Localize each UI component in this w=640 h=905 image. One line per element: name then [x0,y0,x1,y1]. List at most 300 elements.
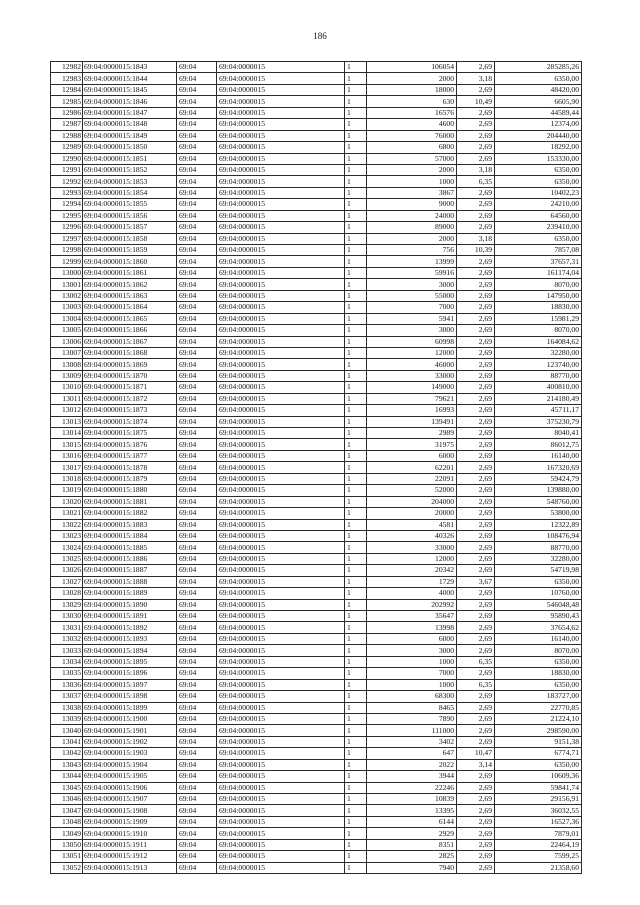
row-number-cell: 12997 [51,233,83,244]
area-cell: 46000 [367,359,457,370]
cadastral-value-cell: 7599,25 [495,851,582,862]
row-number-cell: 12991 [51,164,83,175]
cadastral-number-cell: 69:04:0000015:1863 [83,290,177,301]
quarter-number-cell: 69:04:0000015 [217,84,345,95]
cadastral-number-cell: 69:04:0000015:1866 [83,325,177,336]
row-number-cell: 12984 [51,84,83,95]
area-cell: 1000 [367,176,457,187]
row-number-cell: 13029 [51,599,83,610]
quarter-number-cell: 69:04:0000015 [217,736,345,747]
quarter-number-cell: 69:04:0000015 [217,759,345,770]
cadastral-number-cell: 69:04:0000015:1877 [83,450,177,461]
quarter-number-cell: 69:04:0000015 [217,153,345,164]
category-cell: 1 [345,164,367,175]
quarter-number-cell: 69:04:0000015 [217,530,345,541]
district-code-cell: 69:04 [177,611,217,622]
cadastral-value-cell: 48420,00 [495,84,582,95]
cadastral-number-cell: 69:04:0000015:1867 [83,336,177,347]
quarter-number-cell: 69:04:0000015 [217,130,345,141]
category-cell: 1 [345,107,367,118]
district-code-cell: 69:04 [177,290,217,301]
rate-cell: 2,69 [457,62,495,73]
cadastral-value-cell: 64560,00 [495,210,582,221]
area-cell: 12000 [367,553,457,564]
cadastral-value-cell: 204440,00 [495,130,582,141]
quarter-number-cell: 69:04:0000015 [217,645,345,656]
category-cell: 1 [345,302,367,313]
table-row [51,736,582,747]
cadastral-number-cell: 69:04:0000015:1907 [83,794,177,805]
cadastral-value-cell: 164084,62 [495,336,582,347]
table-row [51,702,582,713]
rate-cell: 2,69 [457,725,495,736]
category-cell: 1 [345,759,367,770]
area-cell: 2989 [367,428,457,439]
quarter-number-cell: 69:04:0000015 [217,599,345,610]
quarter-number-cell: 69:04:0000015 [217,107,345,118]
area-cell: 12000 [367,347,457,358]
area-cell: 5941 [367,313,457,324]
quarter-number-cell: 69:04:0000015 [217,748,345,759]
area-cell: 7000 [367,668,457,679]
row-number-cell: 12996 [51,222,83,233]
cadastral-number-cell: 69:04:0000015:1878 [83,462,177,473]
area-cell: 6000 [367,450,457,461]
row-number-cell: 13049 [51,828,83,839]
area-cell: 24000 [367,210,457,221]
area-cell: 18000 [367,84,457,95]
category-cell: 1 [345,62,367,73]
area-cell: 756 [367,245,457,256]
category-cell: 1 [345,210,367,221]
cadastral-value-cell: 21358,60 [495,862,582,873]
rate-cell: 3,67 [457,576,495,587]
quarter-number-cell: 69:04:0000015 [217,164,345,175]
row-number-cell: 13018 [51,473,83,484]
row-number-cell: 13007 [51,347,83,358]
row-number-cell: 13012 [51,405,83,416]
category-cell: 1 [345,347,367,358]
cadastral-value-cell: 9151,38 [495,736,582,747]
quarter-number-cell: 69:04:0000015 [217,713,345,724]
area-cell: 8465 [367,702,457,713]
rate-cell: 2,69 [457,565,495,576]
row-number-cell: 13009 [51,370,83,381]
cadastral-number-cell: 69:04:0000015:1851 [83,153,177,164]
quarter-number-cell: 69:04:0000015 [217,428,345,439]
table-row [51,359,582,370]
cadastral-value-cell: 8070,00 [495,279,582,290]
cadastral-number-cell: 69:04:0000015:1864 [83,302,177,313]
quarter-number-cell: 69:04:0000015 [217,542,345,553]
cadastral-number-cell: 69:04:0000015:1856 [83,210,177,221]
table-row [51,62,582,73]
rate-cell: 2,69 [457,828,495,839]
cadastral-value-cell: 21224,10 [495,713,582,724]
cadastral-number-cell: 69:04:0000015:1849 [83,130,177,141]
rate-cell: 2,69 [457,313,495,324]
quarter-number-cell: 69:04:0000015 [217,62,345,73]
category-cell: 1 [345,73,367,84]
cadastral-number-cell: 69:04:0000015:1913 [83,862,177,873]
rate-cell: 2,69 [457,633,495,644]
district-code-cell: 69:04 [177,794,217,805]
cadastral-value-cell: 53800,00 [495,508,582,519]
category-cell: 1 [345,496,367,507]
cadastral-number-cell: 69:04:0000015:1871 [83,382,177,393]
row-number-cell: 13003 [51,302,83,313]
area-cell: 55000 [367,290,457,301]
row-number-cell: 13026 [51,565,83,576]
district-code-cell: 69:04 [177,302,217,313]
cadastral-value-cell: 139880,00 [495,485,582,496]
district-code-cell: 69:04 [177,267,217,278]
row-number-cell: 13024 [51,542,83,553]
cadastral-number-cell: 69:04:0000015:1893 [83,633,177,644]
table-row [51,656,582,667]
table-row [51,130,582,141]
cadastral-value-cell: 18830,00 [495,302,582,313]
category-cell: 1 [345,794,367,805]
district-code-cell: 69:04 [177,313,217,324]
area-cell: 1729 [367,576,457,587]
row-number-cell: 13017 [51,462,83,473]
row-number-cell: 13004 [51,313,83,324]
district-code-cell: 69:04 [177,393,217,404]
cadastral-value-cell: 10760,00 [495,588,582,599]
category-cell: 1 [345,519,367,530]
cadastral-number-cell: 69:04:0000015:1898 [83,691,177,702]
category-cell: 1 [345,645,367,656]
category-cell: 1 [345,96,367,107]
area-cell: 22246 [367,782,457,793]
area-cell: 4000 [367,588,457,599]
row-number-cell: 13039 [51,713,83,724]
rate-cell: 3,14 [457,759,495,770]
quarter-number-cell: 69:04:0000015 [217,794,345,805]
area-cell: 2825 [367,851,457,862]
table-row [51,748,582,759]
cadastral-number-cell: 69:04:0000015:1873 [83,405,177,416]
category-cell: 1 [345,142,367,153]
table-row [51,485,582,496]
cadastral-value-cell: 32280,00 [495,347,582,358]
table-row [51,245,582,256]
page-number: 186 [313,31,327,41]
district-code-cell: 69:04 [177,382,217,393]
table-row [51,622,582,633]
category-cell: 1 [345,691,367,702]
table-row [51,187,582,198]
rate-cell: 2,69 [457,393,495,404]
table-row [51,405,582,416]
cadastral-number-cell: 69:04:0000015:1854 [83,187,177,198]
rate-cell: 3,18 [457,233,495,244]
category-cell: 1 [345,473,367,484]
cadastral-number-cell: 69:04:0000015:1895 [83,656,177,667]
cadastral-number-cell: 69:04:0000015:1850 [83,142,177,153]
district-code-cell: 69:04 [177,62,217,73]
rate-cell: 2,69 [457,142,495,153]
row-number-cell: 12985 [51,96,83,107]
district-code-cell: 69:04 [177,725,217,736]
category-cell: 1 [345,153,367,164]
cadastral-number-cell: 69:04:0000015:1885 [83,542,177,553]
cadastral-value-cell: 54719,98 [495,565,582,576]
category-cell: 1 [345,313,367,324]
rate-cell: 2,69 [457,222,495,233]
cadastral-number-cell: 69:04:0000015:1870 [83,370,177,381]
table-row [51,462,582,473]
rate-cell: 2,69 [457,691,495,702]
rate-cell: 10,39 [457,245,495,256]
row-number-cell: 13044 [51,771,83,782]
table-row [51,302,582,313]
area-cell: 59916 [367,267,457,278]
category-cell: 1 [345,668,367,679]
category-cell: 1 [345,359,367,370]
cadastral-value-cell: 6350,00 [495,656,582,667]
area-cell: 79621 [367,393,457,404]
cadastral-number-cell: 69:04:0000015:1848 [83,119,177,130]
rate-cell: 2,69 [457,805,495,816]
rate-cell: 2,69 [457,199,495,210]
table-row [51,107,582,118]
quarter-number-cell: 69:04:0000015 [217,782,345,793]
rate-cell: 2,69 [457,405,495,416]
cadastral-value-table [50,61,582,874]
cadastral-value-cell: 8070,00 [495,645,582,656]
cadastral-number-cell: 69:04:0000015:1876 [83,439,177,450]
cadastral-value-cell: 7857,08 [495,245,582,256]
rate-cell: 2,69 [457,736,495,747]
cadastral-value-cell: 400810,00 [495,382,582,393]
cadastral-value-cell: 8070,00 [495,325,582,336]
row-number-cell: 13033 [51,645,83,656]
table-row [51,428,582,439]
district-code-cell: 69:04 [177,256,217,267]
district-code-cell: 69:04 [177,702,217,713]
row-number-cell: 13005 [51,325,83,336]
cadastral-number-cell: 69:04:0000015:1847 [83,107,177,118]
cadastral-number-cell: 69:04:0000015:1843 [83,62,177,73]
cadastral-value-cell: 16140,00 [495,450,582,461]
cadastral-value-cell: 12322,89 [495,519,582,530]
area-cell: 3402 [367,736,457,747]
area-cell: 35647 [367,611,457,622]
area-cell: 4600 [367,119,457,130]
row-number-cell: 13022 [51,519,83,530]
category-cell: 1 [345,290,367,301]
category-cell: 1 [345,576,367,587]
category-cell: 1 [345,450,367,461]
row-number-cell: 13031 [51,622,83,633]
row-number-cell: 12995 [51,210,83,221]
area-cell: 6000 [367,633,457,644]
cadastral-number-cell: 69:04:0000015:1868 [83,347,177,358]
area-cell: 9000 [367,199,457,210]
category-cell: 1 [345,633,367,644]
cadastral-value-cell: 95890,43 [495,611,582,622]
table-row [51,713,582,724]
rate-cell: 2,69 [457,713,495,724]
cadastral-value-cell: 45711,17 [495,405,582,416]
cadastral-number-cell: 69:04:0000015:1886 [83,553,177,564]
category-cell: 1 [345,508,367,519]
quarter-number-cell: 69:04:0000015 [217,142,345,153]
cadastral-value-cell: 548760,00 [495,496,582,507]
category-cell: 1 [345,748,367,759]
row-number-cell: 13042 [51,748,83,759]
rate-cell: 10,49 [457,96,495,107]
area-cell: 22091 [367,473,457,484]
cadastral-number-cell: 69:04:0000015:1887 [83,565,177,576]
cadastral-number-cell: 69:04:0000015:1872 [83,393,177,404]
district-code-cell: 69:04 [177,496,217,507]
quarter-number-cell: 69:04:0000015 [217,370,345,381]
cadastral-value-cell: 6605,90 [495,96,582,107]
row-number-cell: 13052 [51,862,83,873]
table-row [51,771,582,782]
quarter-number-cell: 69:04:0000015 [217,73,345,84]
area-cell: 33000 [367,370,457,381]
area-cell: 3000 [367,325,457,336]
cadastral-value-cell: 6350,00 [495,679,582,690]
district-code-cell: 69:04 [177,96,217,107]
cadastral-number-cell: 69:04:0000015:1855 [83,199,177,210]
cadastral-number-cell: 69:04:0000015:1869 [83,359,177,370]
quarter-number-cell: 69:04:0000015 [217,176,345,187]
rate-cell: 2,69 [457,519,495,530]
table-row [51,691,582,702]
table-row [51,73,582,84]
area-cell: 106054 [367,62,457,73]
table-row [51,233,582,244]
district-code-cell: 69:04 [177,828,217,839]
table-row [51,851,582,862]
cadastral-value-cell: 108476,94 [495,530,582,541]
district-code-cell: 69:04 [177,736,217,747]
district-code-cell: 69:04 [177,485,217,496]
quarter-number-cell: 69:04:0000015 [217,679,345,690]
district-code-cell: 69:04 [177,199,217,210]
quarter-number-cell: 69:04:0000015 [217,691,345,702]
category-cell: 1 [345,382,367,393]
district-code-cell: 69:04 [177,576,217,587]
district-code-cell: 69:04 [177,473,217,484]
table-row [51,325,582,336]
district-code-cell: 69:04 [177,645,217,656]
quarter-number-cell: 69:04:0000015 [217,336,345,347]
rate-cell: 2,69 [457,611,495,622]
cadastral-value-cell: 239410,00 [495,222,582,233]
table-row [51,633,582,644]
district-code-cell: 69:04 [177,210,217,221]
table-row [51,508,582,519]
cadastral-value-cell: 86012,75 [495,439,582,450]
quarter-number-cell: 69:04:0000015 [217,702,345,713]
district-code-cell: 69:04 [177,153,217,164]
cadastral-number-cell: 69:04:0000015:1908 [83,805,177,816]
category-cell: 1 [345,279,367,290]
row-number-cell: 12986 [51,107,83,118]
cadastral-number-cell: 69:04:0000015:1892 [83,622,177,633]
cadastral-number-cell: 69:04:0000015:1899 [83,702,177,713]
category-cell: 1 [345,416,367,427]
rate-cell: 2,69 [457,130,495,141]
rate-cell: 2,69 [457,187,495,198]
row-number-cell: 13035 [51,668,83,679]
quarter-number-cell: 69:04:0000015 [217,199,345,210]
cadastral-value-cell: 36032,55 [495,805,582,816]
quarter-number-cell: 69:04:0000015 [217,313,345,324]
quarter-number-cell: 69:04:0000015 [217,405,345,416]
cadastral-number-cell: 69:04:0000015:1912 [83,851,177,862]
quarter-number-cell: 69:04:0000015 [217,267,345,278]
quarter-number-cell: 69:04:0000015 [217,325,345,336]
cadastral-number-cell: 69:04:0000015:1890 [83,599,177,610]
area-cell: 3000 [367,645,457,656]
district-code-cell: 69:04 [177,805,217,816]
table-row [51,862,582,873]
rate-cell: 10,47 [457,748,495,759]
district-code-cell: 69:04 [177,599,217,610]
category-cell: 1 [345,222,367,233]
cadastral-value-cell: 88770,00 [495,370,582,381]
district-code-cell: 69:04 [177,325,217,336]
district-code-cell: 69:04 [177,668,217,679]
rate-cell: 2,69 [457,84,495,95]
category-cell: 1 [345,84,367,95]
district-code-cell: 69:04 [177,519,217,530]
rate-cell: 6,35 [457,656,495,667]
district-code-cell: 69:04 [177,508,217,519]
table-row [51,496,582,507]
cadastral-value-cell: 10402,23 [495,187,582,198]
table-row [51,84,582,95]
cadastral-number-cell: 69:04:0000015:1884 [83,530,177,541]
quarter-number-cell: 69:04:0000015 [217,462,345,473]
rate-cell: 2,69 [457,542,495,553]
category-cell: 1 [345,713,367,724]
district-code-cell: 69:04 [177,782,217,793]
cadastral-value-cell: 59424,79 [495,473,582,484]
area-cell: 7000 [367,302,457,313]
row-number-cell: 12982 [51,62,83,73]
row-number-cell: 13002 [51,290,83,301]
category-cell: 1 [345,393,367,404]
rate-cell: 2,69 [457,359,495,370]
category-cell: 1 [345,542,367,553]
table-row [51,382,582,393]
row-number-cell: 13001 [51,279,83,290]
rate-cell: 2,69 [457,267,495,278]
area-cell: 2000 [367,73,457,84]
rate-cell: 2,69 [457,336,495,347]
rate-cell: 2,69 [457,462,495,473]
category-cell: 1 [345,599,367,610]
quarter-number-cell: 69:04:0000015 [217,508,345,519]
table-row [51,530,582,541]
table-row [51,164,582,175]
cadastral-value-cell: 375230,79 [495,416,582,427]
cadastral-value-cell: 6350,00 [495,176,582,187]
rate-cell: 2,69 [457,553,495,564]
category-cell: 1 [345,725,367,736]
district-code-cell: 69:04 [177,370,217,381]
district-code-cell: 69:04 [177,851,217,862]
row-number-cell: 13038 [51,702,83,713]
